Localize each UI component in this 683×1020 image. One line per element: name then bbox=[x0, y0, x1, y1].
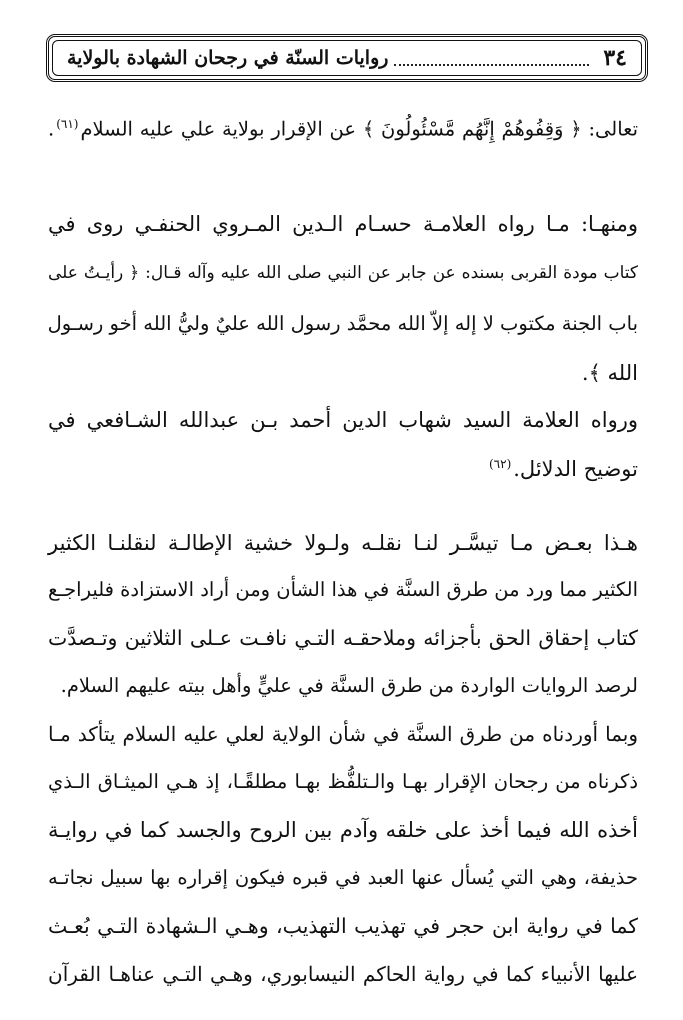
footnote-marker: (٦١) bbox=[56, 117, 79, 131]
dotted-leader bbox=[394, 50, 589, 66]
running-header-inner bbox=[52, 40, 642, 76]
page-number: ٣٤ bbox=[603, 45, 627, 71]
running-title: روايات السنّة في رجحان الشهادة بالولاية bbox=[67, 47, 389, 69]
footnote-marker: (٦٢) bbox=[488, 457, 512, 471]
running-header bbox=[46, 34, 648, 82]
book-page: ٣٤ روايات السنّة في رجحان الشهادة بالولاية تعالى: ﴿ وَقِفُوهُمْ إِنَّهُم مَّسْئُولُونَ ﴾ عن الإقرار بولاية علي عليه السلام$^{(٦١)}$. ومنهـا: مـا رواه العلامـة حسـام الـدين المـروي الحنفـي روى في كتاب مودة القربى بسنده عن جابر عن النبي صلى الله عليه وآله قـال: ﴿ رأيـتُ على باب الجنة مكتوب لا إله إلاّ الله محمَّد رسول الله عليٌ وليُّ الله أخو رسـول الله ﴾. ورواه العلامة السيد شهاب الدين أحمد بـن عبدالله الشـافعي في توضيح الدلائل.$^{(٦٢)}$ هـذا بعـض مـا تيسَّـر لنـا نقلـه ولـولا خشية الإطالـة لنقلنـا الكثير الكثير مما ورد من طرق السنَّة في هذا الشأن ومن أراد الاستزادة فليراجـع كتاب إحقاق الحق بأجزائه وملاحقـه التـي نافـت عـلى الثلاثين وتـصدَّت لرصد الروايات الواردة من طرق السنَّة في عليٍّ وأهل بيته عليهم السلام. وبما أوردناه من طرق السنَّة في شأن الولاية لعلي عليه السلام يتأكد مـا ذكرناه من رجحان الإقرار بهـا والـتلفُّظ بهـا مطلقًـا، إذ هـي الميثـاق الـذي أخذه الله فيما أخذ على خلقه وآدم بين الروح والجسد كما في روايـة حذيفة، وهي التي يُسأل عنها العبد في قبره فيكون إقراره بها سبيل نجاتـه كما في رواية ابن حجر في تهذيب التهذيب، وهـي الـشهادة التـي بُعـث عليها الأنبياء كما في رواية الحاكم النيسابوري، وهـي التـي عناهـا القرآن bbox=[0, 0, 683, 1020]
